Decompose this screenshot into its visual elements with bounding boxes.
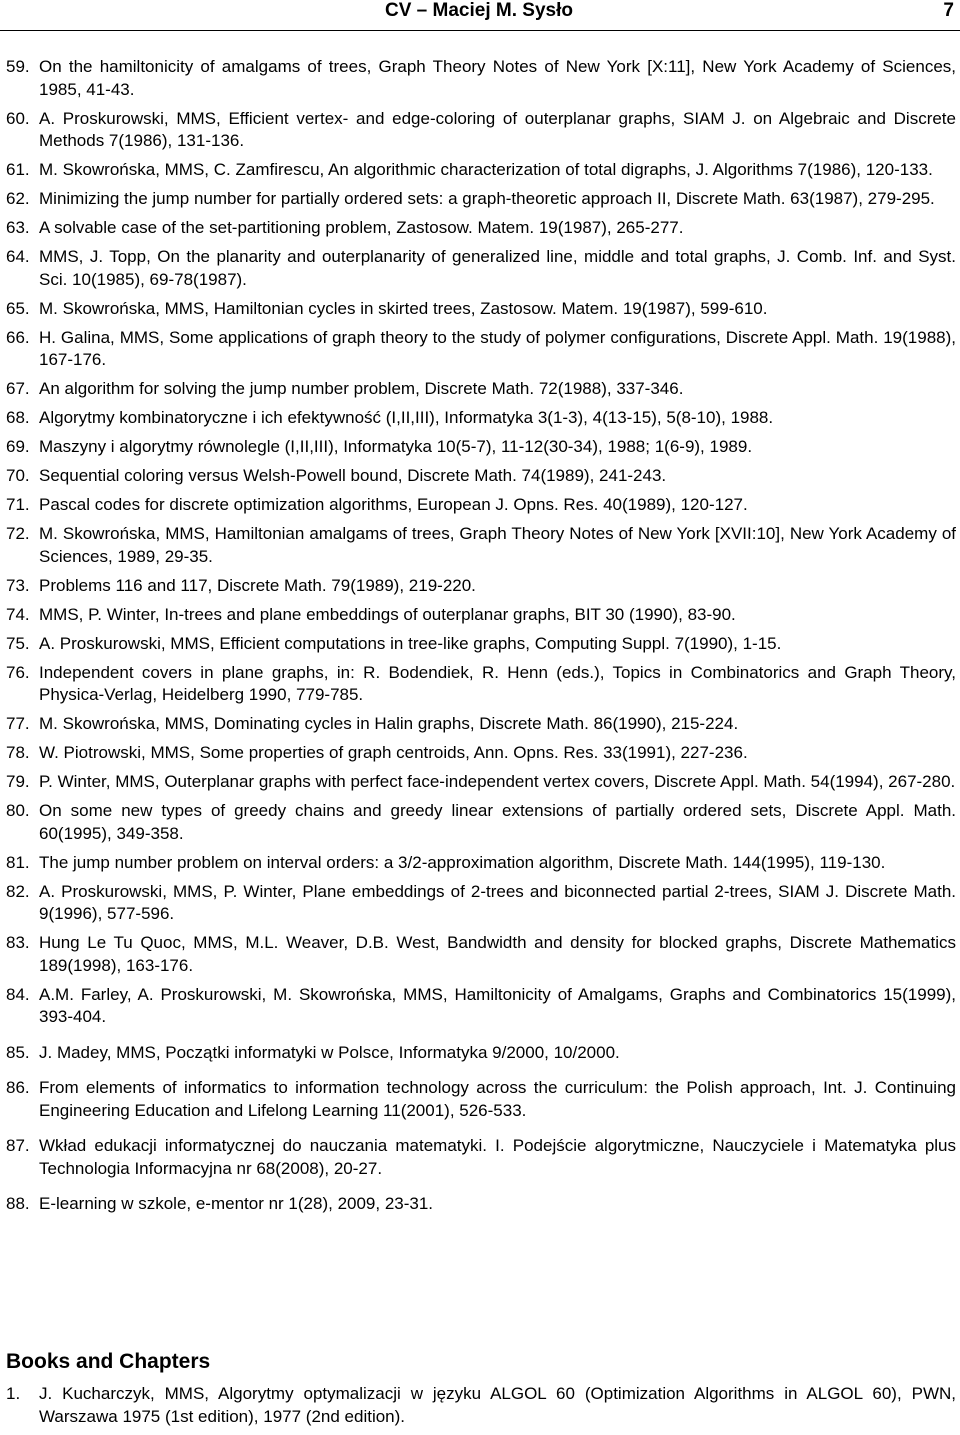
item-number: 65. <box>6 298 30 318</box>
item-text: Independent covers in plane graphs, in: R. Bodendiek, R. Henn (eds.), Topics in Combinatorics and Graph Theory, Physica-Verlag, Heidelberg 1990, 779-785. <box>39 662 956 704</box>
item-text: H. Galina, MMS, Some applications of graph theory to the study of polymer configurations, Discrete Appl. Math. 19(1988), 167-176. <box>39 327 956 369</box>
list-item <box>0 246 958 291</box>
list-item <box>0 1042 958 1065</box>
list-item <box>0 108 958 153</box>
item-text: M. Skowrońska, MMS, Hamiltonian cycles in skirted trees, Zastosow. Matem. 19(1987), 599-610. <box>39 298 768 318</box>
item-number: 74. <box>6 604 30 624</box>
item-text: A.M. Farley, A. Proskurowski, M. Skowrońska, MMS, Hamiltonicity of Amalgams, Graphs and Combinatorics 15(1999), 393-404. <box>39 984 956 1026</box>
item-text: Hung Le Tu Quoc, MMS, M.L. Weaver, D.B. West, Bandwidth and density for blocked graphs, Discrete Mathematics 189(1998), 163-176. <box>39 933 956 975</box>
item-text: J. Kucharczyk, MMS, Algorytmy optymalizacji w języku ALGOL 60 (Optimization Algorithms in ALGOL 60), PWN, Warszawa 1975 (1st edition), 1977 (2nd edition). <box>39 1384 956 1426</box>
page-number: 7 <box>943 0 954 21</box>
item-number: 87. <box>6 1136 30 1155</box>
item-number: 63. <box>6 218 30 237</box>
list-item <box>0 407 958 430</box>
item-number: 80. <box>6 801 30 820</box>
list-item <box>0 188 958 211</box>
item-number: 66. <box>6 327 30 347</box>
list-item <box>0 1077 958 1122</box>
item-text: MMS, J. Topp, On the planarity and outerplanarity of generalized line, middle and total graphs, J. Comb. Inf. and Syst. Sci. 10(1985), 69-78(1987). <box>39 247 956 289</box>
publication-list <box>0 56 958 1222</box>
item-text: An algorithm for solving the jump number problem, Discrete Math. 72(1988), 337-346. <box>39 379 684 398</box>
list-item <box>0 575 958 598</box>
item-text: Algorytmy kombinatoryczne i ich efektywność (I,II,III), Informatyka 3(1-3), 4(13-15), 5(8-10), 1988. <box>39 408 774 427</box>
list-item <box>0 742 958 765</box>
item-number: 67. <box>6 379 30 398</box>
item-text: A. Proskurowski, MMS, Efficient vertex- and edge-coloring of outerplanar graphs, SIAM J. on Algebraic and Discrete Methods 7(1986), 131-136. <box>39 108 956 150</box>
item-number: 76. <box>6 662 30 682</box>
list-item <box>0 881 958 926</box>
item-number: 75. <box>6 633 30 653</box>
item-text: E-learning w szkole, e-mentor nr 1(28), 2009, 23-31. <box>39 1194 434 1213</box>
item-text: MMS, P. Winter, In-trees and plane embeddings of outerplanar graphs, BIT 30 (1990), 83-90. <box>39 604 736 624</box>
list-item <box>0 604 958 627</box>
list-item <box>0 298 958 321</box>
item-number: 82. <box>6 881 30 901</box>
list-item <box>0 378 958 401</box>
item-text: Problems 116 and 117, Discrete Math. 79(1989), 219-220. <box>39 575 476 595</box>
list-item <box>0 932 958 977</box>
books-list <box>0 1383 958 1435</box>
list-item <box>0 633 958 656</box>
item-text: P. Winter, MMS, Outerplanar graphs with perfect face-independent vertex covers, Discrete Appl. Math. 54(1994), 267-280. <box>39 772 956 791</box>
list-item <box>0 713 958 736</box>
item-number: 62. <box>6 189 30 208</box>
list-item <box>0 56 958 101</box>
list-item <box>0 523 958 568</box>
page-header <box>0 0 960 31</box>
item-number: 73. <box>6 575 30 595</box>
item-number: 69. <box>6 437 30 456</box>
item-number: 59. <box>6 57 30 76</box>
item-number: 79. <box>6 772 30 791</box>
item-number: 72. <box>6 524 30 543</box>
list-item <box>0 494 958 517</box>
item-text: From elements of informatics to information technology across the curriculum: the Polish approach, Int. J. Continuing Engineering Education and Lifelong Learning 11(2001), 526-533. <box>39 1078 956 1120</box>
item-text: J. Madey, MMS, Początki informatyki w Polsce, Informatyka 9/2000, 10/2000. <box>39 1042 620 1062</box>
list-item <box>0 1193 958 1216</box>
item-text: Maszyny i algorytmy równolegle (I,II,III), Informatyka 10(5-7), 11-12(30-34), 1988; 1(6-9), 1989. <box>39 437 753 456</box>
list-item <box>0 465 958 488</box>
list-item <box>0 852 958 875</box>
item-number: 84. <box>6 984 30 1004</box>
item-text: M. Skowrońska, MMS, C. Zamfirescu, An algorithmic characterization of total digraphs, J. Algorithms 7(1986), 120-133. <box>39 160 933 179</box>
item-number: 78. <box>6 743 30 762</box>
item-text: Minimizing the jump number for partially ordered sets: a graph-theoretic approach II, Discrete Math. 63(1987), 279-295. <box>39 189 935 208</box>
item-text: The jump number problem on interval orders: a 3/2-approximation algorithm, Discrete Math. 144(1995), 119-130. <box>39 852 886 872</box>
item-number: 60. <box>6 108 30 128</box>
item-number: 1. <box>6 1384 21 1403</box>
item-number: 86. <box>6 1078 30 1097</box>
item-text: M. Skowrońska, MMS, Hamiltonian amalgams of trees, Graph Theory Notes of New York [XVII:10], New York Academy of Sciences, 1989, 29-35. <box>39 524 956 566</box>
item-number: 68. <box>6 408 30 427</box>
item-text: On some new types of greedy chains and greedy linear extensions of partially ordered sets, Discrete Appl. Math. 60(1995), 349-358. <box>39 801 956 843</box>
item-number: 61. <box>6 160 30 179</box>
list-item <box>0 771 958 794</box>
item-number: 71. <box>6 495 30 514</box>
list-item <box>0 436 958 459</box>
header-title: CV – Maciej M. Sysło <box>385 0 573 21</box>
item-number: 83. <box>6 933 30 952</box>
item-text: A. Proskurowski, MMS, Efficient computations in tree-like graphs, Computing Suppl. 7(1990), 1-15. <box>39 633 782 653</box>
list-item <box>0 984 958 1029</box>
item-text: Sequential coloring versus Welsh-Powell bound, Discrete Math. 74(1989), 241-243. <box>39 466 667 485</box>
item-number: 85. <box>6 1042 30 1062</box>
item-text: A solvable case of the set-partitioning problem, Zastosow. Matem. 19(1987), 265-277. <box>39 218 684 237</box>
list-item <box>0 800 958 845</box>
item-number: 88. <box>6 1194 30 1213</box>
list-item <box>0 327 958 372</box>
list-item <box>0 662 958 707</box>
item-text: On the hamiltonicity of amalgams of trees, Graph Theory Notes of New York [X:11], New York Academy of Sciences, 1985, 41-43. <box>39 57 956 99</box>
item-text: M. Skowrońska, MMS, Dominating cycles in Halin graphs, Discrete Math. 86(1990), 215-224. <box>39 714 739 733</box>
list-item <box>0 1383 958 1428</box>
item-number: 81. <box>6 852 30 872</box>
item-number: 70. <box>6 466 30 485</box>
item-text: A. Proskurowski, MMS, P. Winter, Plane embeddings of 2-trees and biconnected partial 2-trees, SIAM J. Discrete Math. 9(1996), 577-596. <box>39 881 956 923</box>
item-number: 64. <box>6 247 30 266</box>
item-text: Pascal codes for discrete optimization algorithms, European J. Opns. Res. 40(1989), 120-127. <box>39 495 748 514</box>
item-number: 77. <box>6 714 30 733</box>
section-heading-books: Books and Chapters <box>6 1350 211 1373</box>
list-item <box>0 159 958 182</box>
item-text: Wkład edukacji informatycznej do nauczania matematyki. I. Podejście algorytmiczne, Nauczyciele i Matematyka plus Technologia Informacyjna nr 68(2008), 20-27. <box>39 1136 956 1178</box>
list-item <box>0 217 958 240</box>
item-text: W. Piotrowski, MMS, Some properties of graph centroids, Ann. Opns. Res. 33(1991), 227-236. <box>39 743 748 762</box>
list-item <box>0 1135 958 1180</box>
